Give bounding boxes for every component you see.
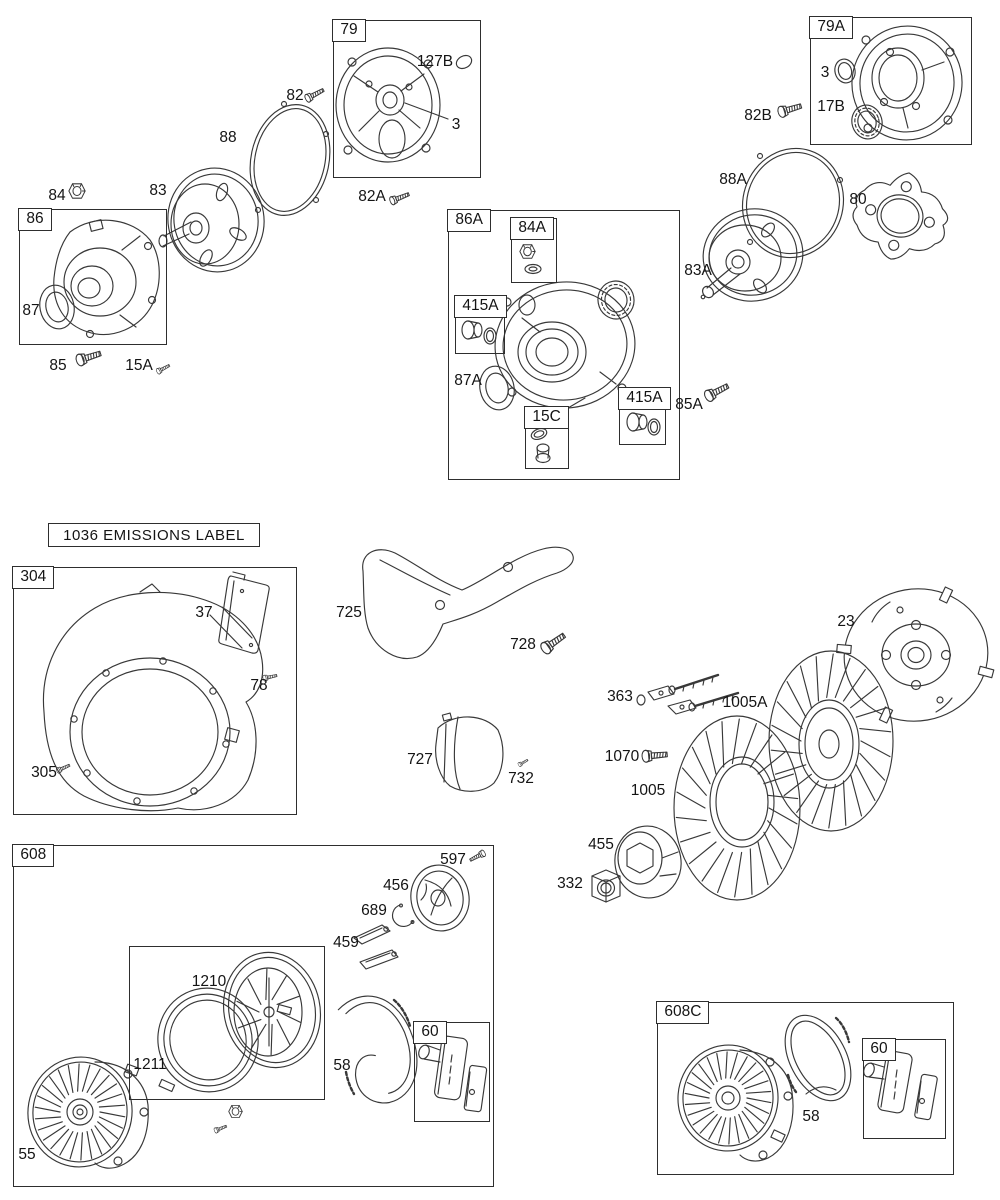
part-label-455: 455: [588, 836, 614, 853]
part-label-55: 55: [18, 1146, 36, 1163]
part-label-83A: 83A: [684, 262, 712, 279]
group-tag-86: 86: [18, 208, 51, 231]
part-label-3: 3: [820, 64, 830, 81]
part-label-332: 332: [557, 875, 583, 892]
part-label-23: 23: [837, 613, 855, 630]
part-label-82A: 82A: [358, 188, 386, 205]
part-label-80: 80: [849, 191, 867, 208]
group-box-79A: [810, 17, 972, 145]
group-box-415A: [455, 296, 505, 354]
group-tag-86A: 86A: [447, 209, 491, 232]
group-box-79: [333, 20, 481, 178]
part-label-17B: 17B: [817, 98, 845, 115]
group-box-inner: [129, 946, 325, 1100]
group-tag-415A: 415A: [454, 295, 506, 318]
part-label-87A: 87A: [454, 372, 482, 389]
group-tag-60: 60: [862, 1038, 895, 1061]
part-label-305: 305: [31, 764, 57, 781]
part-label-459: 459: [333, 934, 359, 951]
part-label-58: 58: [802, 1108, 820, 1125]
part-label-3: 3: [451, 116, 461, 133]
part-label-1210: 1210: [191, 973, 227, 990]
group-box-60: [863, 1039, 946, 1139]
part-label-127B: 127B: [416, 53, 454, 70]
group-tag-608: 608: [12, 844, 54, 867]
emissions-label-box: [48, 523, 260, 547]
group-tag-79: 79: [332, 19, 365, 42]
part-label-727: 727: [407, 751, 433, 768]
part-label-37: 37: [195, 604, 213, 621]
part-label-88: 88: [219, 129, 237, 146]
part-label-1211: 1211: [133, 1056, 167, 1073]
part-label-84: 84: [48, 187, 66, 204]
part-label-88A: 88A: [719, 171, 747, 188]
part-label-732: 732: [508, 770, 534, 787]
group-box-15C: [525, 407, 569, 469]
group-tag-84A: 84A: [510, 217, 554, 240]
part-label-1070: 1070: [604, 748, 640, 765]
part-label-87: 87: [22, 302, 40, 319]
group-box-84A: [511, 218, 557, 283]
part-label-83: 83: [149, 182, 167, 199]
part-label-728: 728: [510, 636, 536, 653]
group-tag-608C: 608C: [656, 1001, 709, 1024]
group-tag-79A: 79A: [809, 16, 853, 39]
group-tag-60: 60: [413, 1021, 446, 1044]
part-label-78: 78: [250, 677, 268, 694]
part-label-85: 85: [49, 357, 67, 374]
group-box-415A: [619, 388, 666, 445]
part-label-58: 58: [333, 1057, 351, 1074]
part-label-82B: 82B: [744, 107, 772, 124]
group-tag-15C: 15C: [524, 406, 568, 429]
part-label-1005A: 1005A: [722, 694, 768, 711]
part-label-1005: 1005: [630, 782, 666, 799]
part-label-82: 82: [286, 87, 304, 104]
part-label-456: 456: [383, 877, 409, 894]
part-label-725: 725: [336, 604, 362, 621]
part-label-363: 363: [607, 688, 633, 705]
group-box-86: [19, 209, 167, 345]
part-label-597: 597: [440, 851, 466, 868]
group-box-60: [414, 1022, 490, 1122]
part-label-15A: 15A: [125, 357, 153, 374]
part-label-85A: 85A: [675, 396, 703, 413]
group-tag-415A: 415A: [618, 387, 670, 410]
emissions-label-text: 1036 EMISSIONS LABEL: [63, 526, 245, 544]
group-tag-304: 304: [12, 566, 54, 589]
part-label-689: 689: [361, 902, 387, 919]
